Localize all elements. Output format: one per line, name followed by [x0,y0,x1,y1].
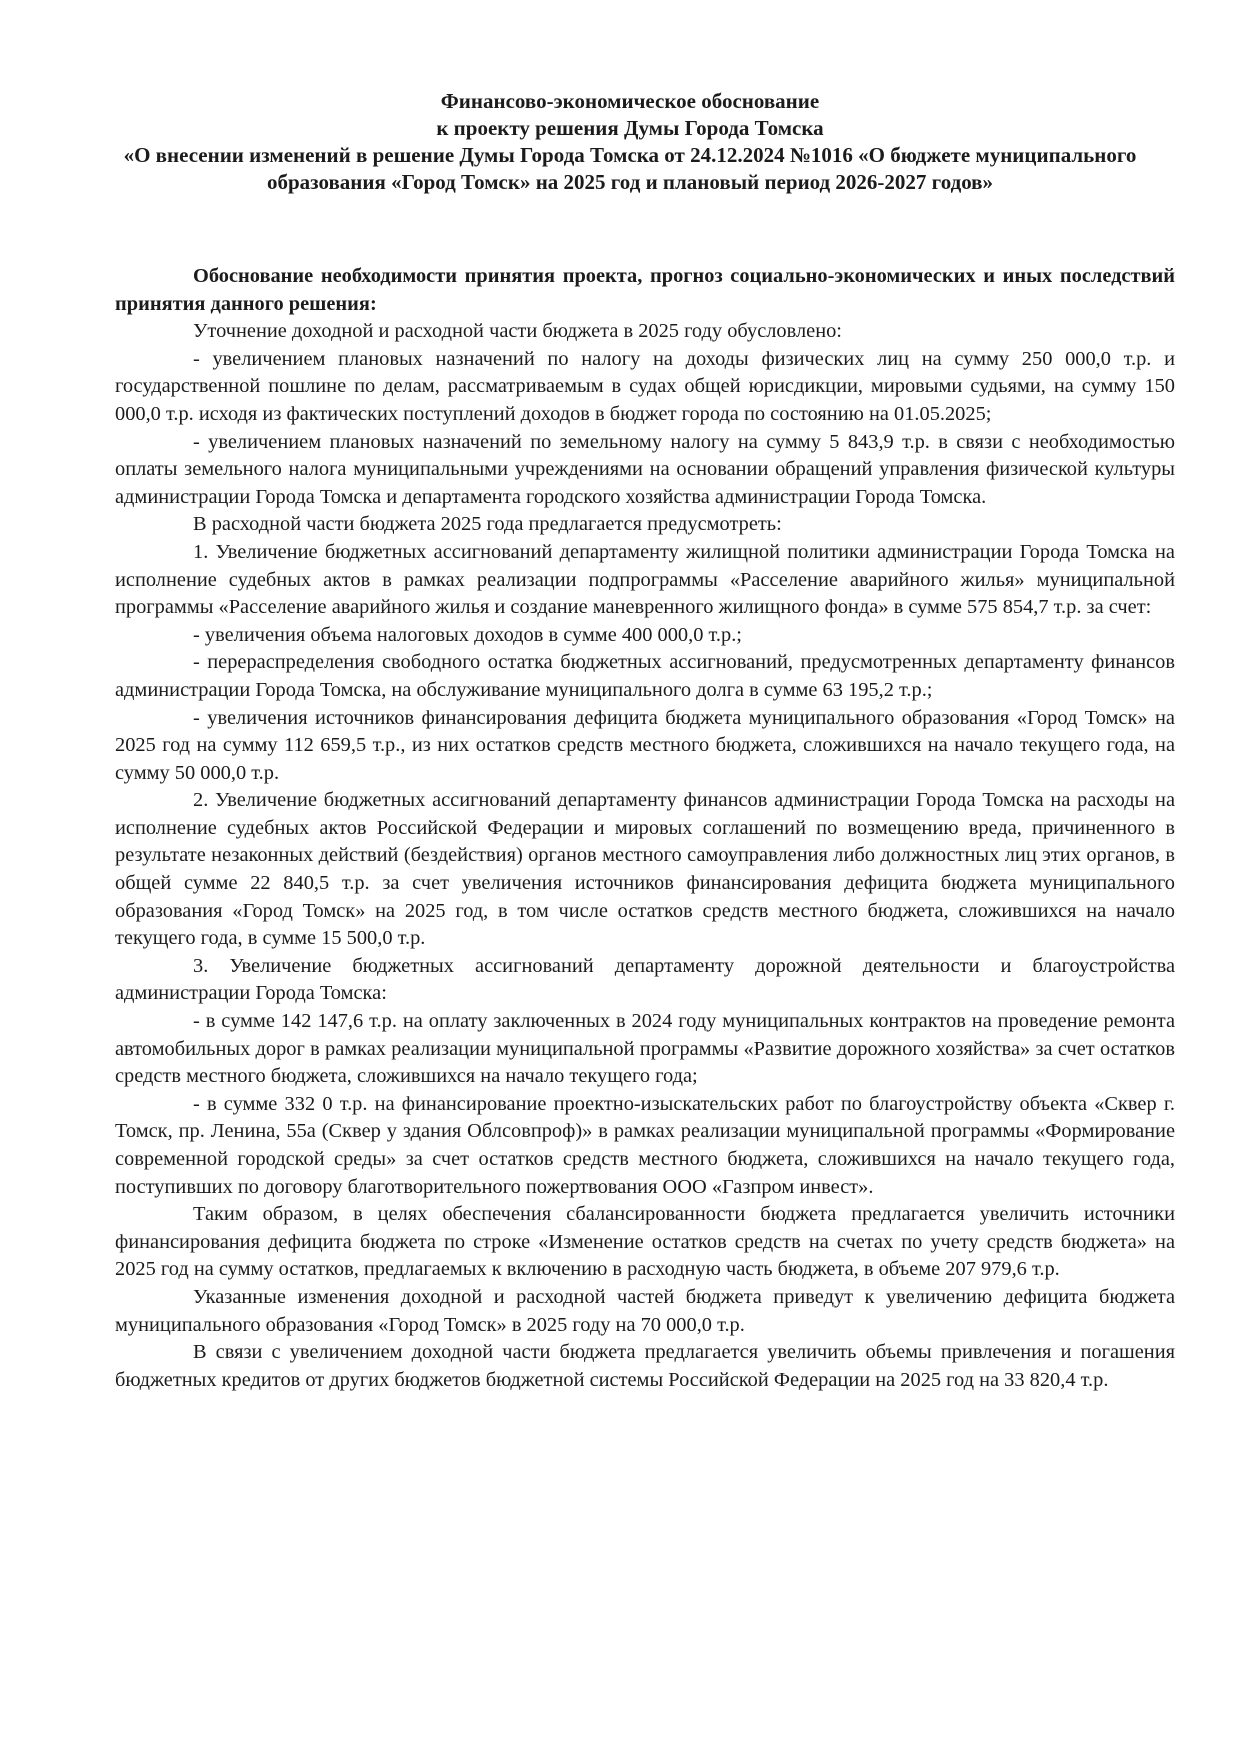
document-body [115,263,1175,1394]
paragraph-expenses-intro: В расходной части бюджета 2025 года предлагается предусмотреть: [193,513,782,536]
document-title [110,88,1150,196]
paragraph-item-1-redistribution: - перераспределения свободного остатка бюджетных ассигнований, предусмотренных департаменту финансов администрации Города Томска, на обслуживание муниципального долга в сумме 63 195,2 т.р.; [115,651,1175,701]
paragraph-land-tax: - увеличением плановых назначений по земельному налогу на сумму 5 843,9 т.р. в связи с необходимостью оплаты земельного налога муниципальными учреждениями на основании обращений управления физической культуры администрации Города Томска и департамента городского хозяйства администрации Города Томска. [115,430,1175,508]
paragraph-item-1-deficit: - увеличения источников финансирования дефицита бюджета муниципального образования «Город Томск» на 2025 год на сумму 112 659,5 т.р., из них остатков средств местного бюджета, сложившихся на начало текущего года, на сумму 50 000,0 т.р. [115,706,1175,784]
paragraph-deficit: Указанные изменения доходной и расходной частей бюджета приведут к увеличению дефицита бюджета муниципального образования «Город Томск» в 2025 году на 70 000,0 т.р. [115,1285,1175,1336]
title-line-2: к проекту решения Думы Города Томска [436,116,824,140]
title-line-1: Финансово-экономическое обоснование [440,89,820,113]
paragraph-ndfl: - увеличением плановых назначений по налогу на доходы физических лиц на сумму 250 000,0 т.р. и государственной пошлине по делам, рассматриваемым в судах общей юрисдикции, мировыми судьями, на сумму 150 000,0 т.р. исходя из фактических поступлений доходов в бюджет города по состоянию на 01.05.2025; [115,347,1175,425]
paragraph-intro: Уточнение доходной и расходной части бюджета в 2025 году обусловлено: [193,320,842,343]
paragraph-item-3-square: - в сумме 332 0 т.р. на финансирование проектно-изыскательских работ по благоустройству объекта «Сквер г. Томск, пр. Ленина, 55а (Сквер у здания Облсовпроф)» в рамках реализации муниципальной программы «Формирование современной городской среды» за счет остатков средств местного бюджета, сложившихся на начало текущего года, поступивших по договору благотворительного пожертвования ООО «Газпром инвест». [115,1092,1175,1198]
paragraph-balance: Таким образом, в целях обеспечения сбалансированности бюджета предлагается увеличить источники финансирования дефицита бюджета по строке «Изменение остатков средств на счетах по учету средств бюджета» на 2025 год на сумму остатков, предлагаемых к включению в расходную часть бюджета, в объеме 207 979,6 т.р. [115,1203,1175,1281]
paragraph-item-3: 3. Увеличение бюджетных ассигнований департаменту дорожной деятельности и благоустройства администрации Города Томска: [115,954,1175,1005]
paragraph-credits: В связи с увеличением доходной части бюджета предлагается увеличить объемы привлечения и погашения бюджетных кредитов от других бюджетов бюджетной системы Российской Федерации на 2025 год на 33 820,4 т.р. [115,1341,1175,1391]
paragraph-item-1: 1. Увеличение бюджетных ассигнований департаменту жилищной политики администрации Города Томска на исполнение судебных актов в рамках реализации подпрограммы «Расселение аварийного жилья» муниципальной программы «Расселение аварийного жилья и создание маневренного жилищного фонда» в сумме 575 854,7 т.р. за счет: [115,540,1175,619]
paragraph-item-2: 2. Увеличение бюджетных ассигнований департаменту финансов администрации Города Томска на расходы на исполнение судебных актов Российской Федерации и мировых соглашений по возмещению вреда, причиненного в результате незаконных действий (бездействия) органов местного самоуправления либо должностных лиц этих органов, в общей сумме 22 840,5 т.р. за счет увеличения источников финансирования дефицита бюджета муниципального образования «Город Томск» на 2025 год, в том числе остатков средств местного бюджета, сложившихся на начало текущего года, в сумме 15 500,0 т.р. [115,789,1175,950]
section-heading: Обоснование необходимости принятия проекта, прогноз социально-экономических и иных последствий принятия данного решения: [115,265,1175,315]
title-line-3: «О внесении изменений в решение Думы Города Томска от 24.12.2024 №1016 «О бюджете муниципального образования «Город Томск» на 2025 год и плановый период 2026-2027 годов» [123,143,1137,194]
paragraph-item-1-tax: - увеличения объема налоговых доходов в сумме 400 000,0 т.р.; [193,623,742,646]
paragraph-item-3-roads: - в сумме 142 147,6 т.р. на оплату заключенных в 2024 году муниципальных контрактов на проведение ремонта автомобильных дорог в рамках реализации муниципальной программы «Развитие дорожного хозяйства» за счет остатков средств местного бюджета, сложившихся на начало текущего года; [115,1010,1175,1088]
